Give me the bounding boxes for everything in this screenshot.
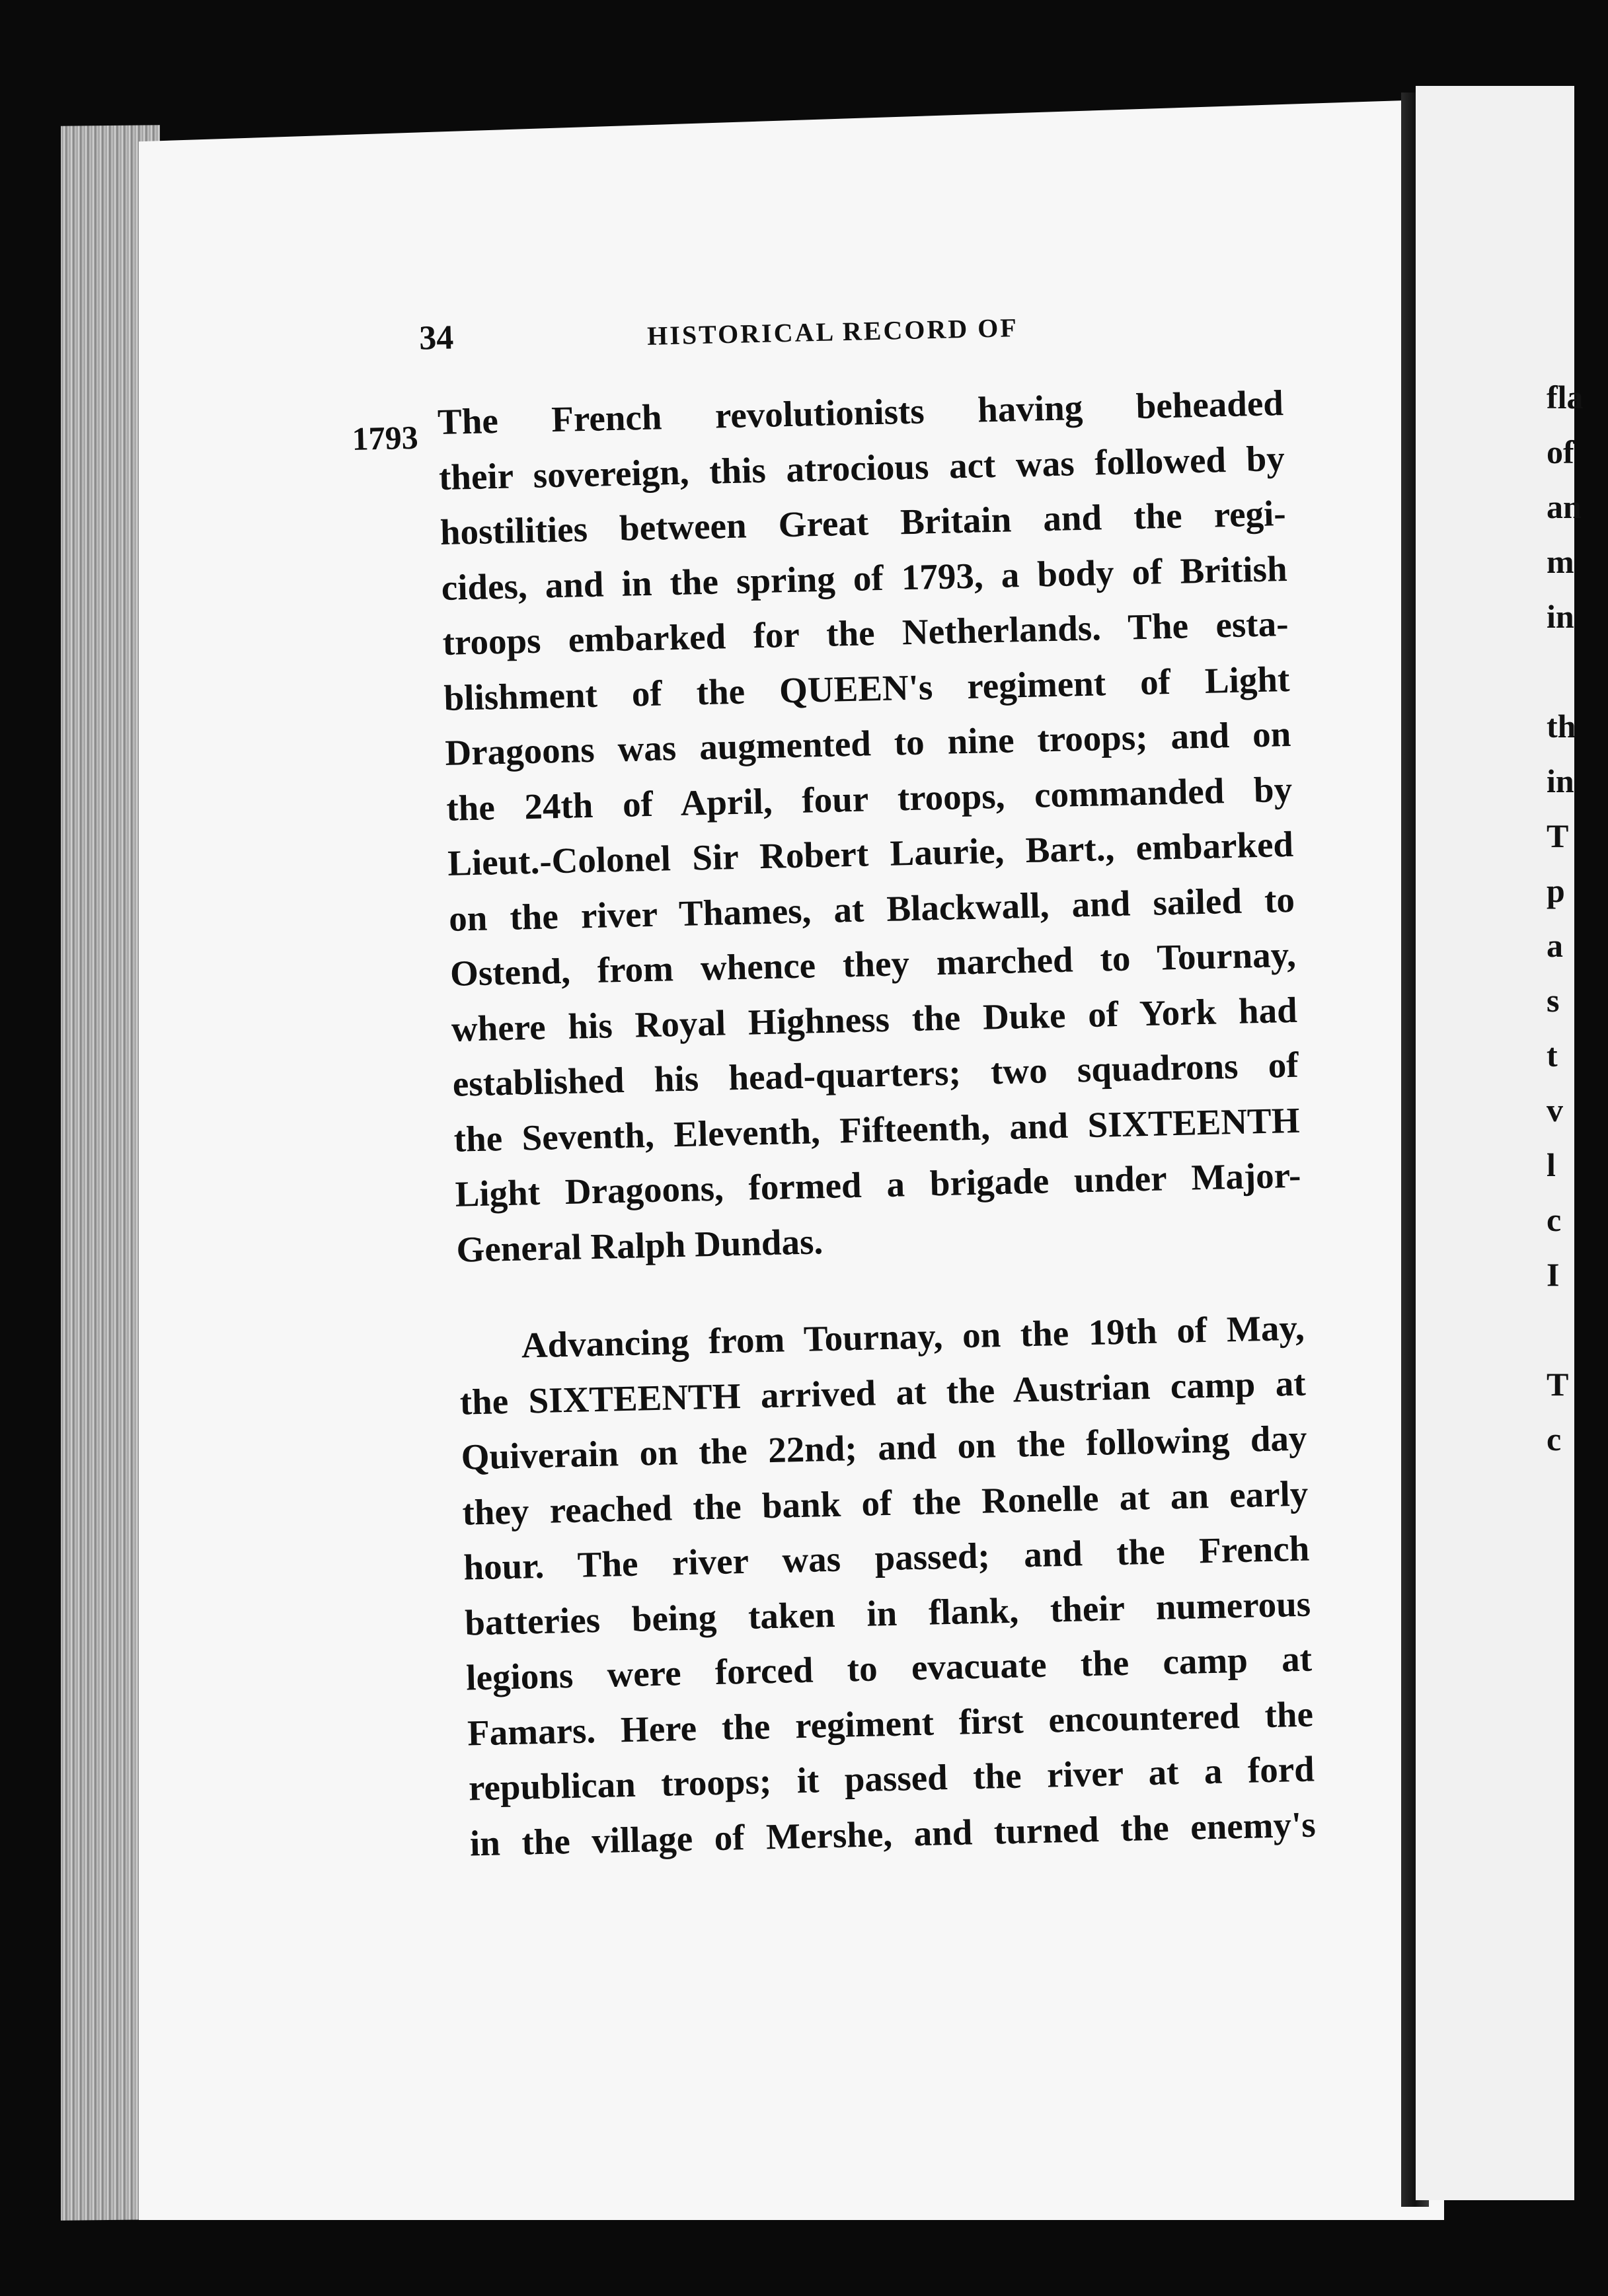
text-line: on the river Thames, at Blackwall, and sailed to — [448, 879, 1295, 939]
fragment: c — [1547, 1201, 1562, 1238]
text-line: they reached the bank of the Ronelle at an early — [461, 1473, 1309, 1533]
text-line: established his head-quarters; two squadrons of — [452, 1044, 1299, 1104]
text-line: in the village of Mershe, and turned the enemy's — [469, 1803, 1317, 1863]
margin-year: 1793 — [352, 418, 419, 457]
fragment: c — [1547, 1421, 1562, 1458]
fragment: p — [1547, 872, 1565, 909]
fragment: l — [1547, 1146, 1556, 1183]
fragment: of — [1547, 433, 1574, 470]
text-line: Dragoons was augmented to nine troops; and on — [444, 713, 1291, 773]
fragment — [1547, 1302, 1574, 1357]
fragment: m — [1547, 543, 1574, 580]
text-line: troops embarked for the Netherlands. The esta- — [442, 603, 1289, 663]
text-line: the 24th of April, four troops, commanded by — [445, 768, 1293, 829]
text-line: the SIXTEENTH arrived at the Austrian camp at — [459, 1362, 1307, 1423]
text-line: Ostend, from whence they marched to Tournay, — [449, 934, 1297, 994]
text-line: batteries being taken in flank, their numerous — [464, 1583, 1311, 1643]
facing-page-fragments — [1547, 370, 1584, 1467]
text-line: hostilities between Great Britain and the regi- — [440, 492, 1287, 553]
fragment: v — [1547, 1092, 1563, 1129]
text-line: legions were forced to evacuate the camp at — [465, 1638, 1313, 1698]
fragment: an — [1547, 488, 1582, 525]
text-line: Light Dragoons, formed a brigade under Major- — [454, 1154, 1302, 1214]
text-line: their sovereign, this atrocious act was followed by — [438, 437, 1285, 498]
text-line: General Ralph Dundas. — [455, 1220, 823, 1270]
page-number: 34 — [418, 318, 454, 357]
text-line: the Seventh, Eleventh, Fifteenth, and SIXTEENTH — [453, 1099, 1301, 1160]
text-line: Famars. Here the regiment first encountered the — [467, 1693, 1314, 1754]
fragment: in — [1547, 598, 1574, 635]
paragraph-2 — [458, 1300, 1317, 1871]
fragment: in — [1547, 762, 1574, 799]
text-line: where his Royal Highness the Duke of York had — [451, 989, 1298, 1049]
text-line: cides, and in the spring of 1793, a body of British — [441, 548, 1288, 608]
fragment: th — [1547, 708, 1576, 745]
fragment: t — [1547, 1037, 1558, 1074]
text-line: blishment of the QUEEN's regiment of Light — [443, 658, 1290, 718]
fragment: s — [1547, 982, 1560, 1019]
text-line: Advancing from Tournay, on the 19th of May, — [521, 1307, 1305, 1366]
text-line: The French revolutionists having beheaded — [437, 383, 1284, 443]
text-line: Lieut.-Colonel Sir Robert Laurie, Bart., embarked — [447, 823, 1294, 883]
running-head — [419, 297, 1378, 365]
text-line: republican troops; it passed the river at a ford — [468, 1748, 1315, 1808]
text-line: Quiverain on the 22nd; and on the following day — [460, 1417, 1308, 1477]
text-line: hour. The river was passed; and the French — [463, 1528, 1310, 1588]
paragraph-1 — [437, 375, 1303, 1277]
fragment: fla — [1547, 379, 1584, 416]
fragment — [1547, 644, 1574, 699]
running-title: HISTORICAL RECORD OF — [646, 313, 1019, 351]
fragment: a — [1547, 927, 1563, 964]
fragment: T — [1547, 1366, 1569, 1403]
fragment: T — [1547, 817, 1569, 854]
fragment: I — [1547, 1256, 1560, 1293]
